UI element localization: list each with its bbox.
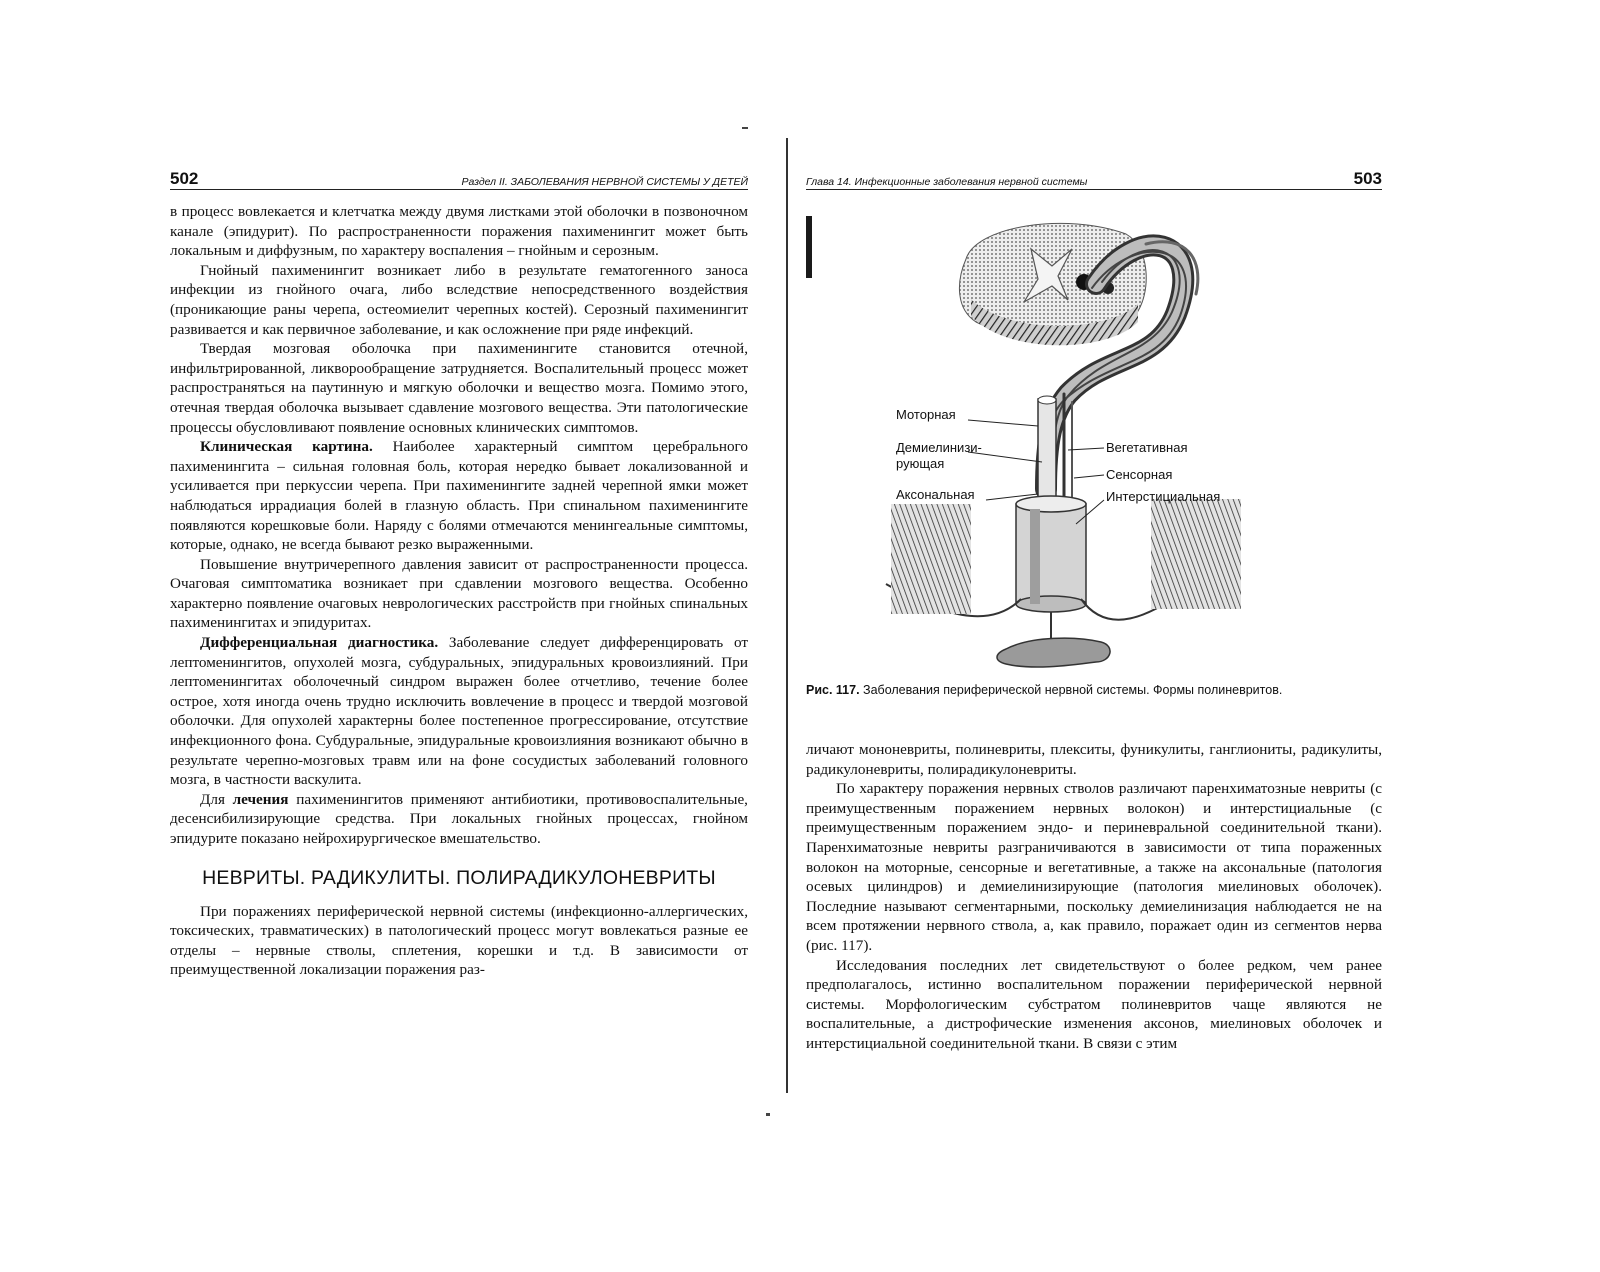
treatment-text: пахименингитов применяют антибиотики, противовоспалительные, десенсибилизирующие средства. При локальных гнойных процессах, гнойном эпидурите показано нейрохирургическое вмешательство.: [170, 790, 748, 847]
label-demyelinating-1: Демиелинизи-: [896, 440, 982, 455]
label-vegetative: Вегетативная: [1106, 440, 1188, 455]
nerve-illustration: [806, 204, 1382, 674]
muscle-right: [1151, 499, 1241, 609]
scan-bar: [806, 216, 812, 278]
paragraph-clinical: [170, 437, 748, 555]
run-in-heading-clinical: Клиническая картина.: [200, 438, 373, 456]
left-page-body: [170, 202, 748, 980]
figure-caption: [806, 682, 1382, 698]
caption-text: Заболевания периферической нервной системы. Формы полиневритов.: [859, 683, 1283, 697]
paragraph-treatment: [170, 790, 748, 849]
right-page-number: 503: [1353, 169, 1382, 188]
left-running-head: Раздел II. ЗАБОЛЕВАНИЯ НЕРВНОЙ СИСТЕМЫ У ДЕТЕЙ: [461, 176, 748, 188]
paragraph: Твердая мозговая оболочка при пахименингите становится отечной, инфильтрированной, ликворообращение затрудняется. Воспалительный процесс может распространяться на паутинную и мягкую оболочки и вещество мозга. Помимо этого, отечная твердая оболочка вызывает сдавление мозгового вещества. Эти патологические процессы обусловливают появление основных клинических симптомов.: [170, 340, 748, 436]
nerve-sheath: [1016, 496, 1086, 612]
label-interstitial: Интерстициальная: [1106, 489, 1221, 504]
label-axonal: Аксональная: [896, 487, 975, 502]
diagnosis-text: Заболевание следует дифференцировать от лептоменингитов, опухолей мозга, субдуральных, эпидуральных кровоизлияний. При лептоменингитах оболочечный синдром выражен более отчетливо, течение более острое, хотя иногда очень трудно исключить вовлечение в процесс и твердой мозговой оболочки. Для опухолей характерны более постепенное прогрессирование, отсутствие инфекционного фона. Субдуральные, эпидуральные кровоизлияния возникают обычно в результате черепно-мозговых травм или на фоне сосудистых заболеваний головного мозга, в частности васкулита.: [170, 634, 748, 789]
caption-label: Рис. 117.: [806, 683, 860, 697]
book-spine-line: [786, 138, 788, 1093]
right-page-body: [806, 740, 1382, 1054]
right-page-header: [806, 165, 1382, 190]
right-page: [806, 165, 1382, 1054]
figure-117: [806, 204, 1382, 674]
label-demyelinating-2: рующая: [896, 456, 945, 471]
paragraph: личают мононевриты, полиневриты, плекситы, фуникулиты, ганглиониты, радикулиты, радикулоневриты, полирадикулоневриты.: [806, 741, 1382, 778]
treatment-bold: лечения: [232, 790, 289, 808]
left-page-number: 502: [170, 169, 199, 188]
label-sensory: Сенсорная: [1106, 467, 1173, 482]
end-organ: [997, 638, 1110, 667]
paragraph: По характеру поражения нервных стволов различают паренхиматозные невриты (с преимущественным поражением нервных волокон) и интерстициальные (с преимущественным поражением эндо- и периневральной соединительной ткани). Паренхиматозные невриты разграничиваются в зависимости от типа пораженных волокон на моторные, сенсорные и вегетативные, а также на аксональные (патология осевых цилиндров) и демиелинизирующие (патология миелиновых оболочек). Последние называют сегментарными, поскольку демиелинизация наблюдается не на всем протяжении нервного ствола, а, как правило, поражает один из сегментов нерва (рис. 117).: [806, 780, 1382, 954]
label-motor: Моторная: [896, 407, 956, 422]
paragraph: Гнойный пахименингит возникает либо в результате гематогенного заноса инфекции из гнойного очага, либо вследствие непосредственного воздействия (проникающие раны черепа, остеомиелит черепных костей). Серозный пахименингит развивается и как первичное заболевание, и как осложнение при ряде инфекций.: [170, 261, 748, 338]
paragraph-diagnosis: [170, 633, 748, 790]
scan-mark: [742, 127, 748, 129]
left-page: [170, 165, 748, 980]
muscle-left: [891, 504, 971, 614]
right-running-head: Глава 14. Инфекционные заболевания нервной системы: [806, 176, 1088, 188]
scan-mark: [766, 1113, 770, 1116]
paragraph: в процесс вовлекается и клетчатка между двумя листками этой оболочки в позвоночном канале (эпидурит). По распространенности поражения пахименингит может быть локальным и диффузным, по характеру воспаления – гнойным и серозным.: [170, 203, 748, 260]
paragraph: Исследования последних лет свидетельствуют о более редком, чем ранее предполагалось, истинно воспалительном поражении периферической нервной системы. Морфологическим субстратом полиневритов чаще являются не воспалительные, а дистрофические изменения аксонов, миелиновых оболочек и интерстициальной соединительной ткани. В связи с этим: [806, 956, 1382, 1052]
treatment-pre: Для: [200, 790, 233, 808]
paragraph: Повышение внутричерепного давления зависит от распространенности процесса. Очаговая симптоматика возникает при сдавлении мозгового вещества. Особенно характерно появление очаговых неврологических расстройств при гнойных спинальных пахименингитах и эпидуритах.: [170, 555, 748, 632]
section-title: НЕВРИТЫ. РАДИКУЛИТЫ. ПОЛИРАДИКУЛОНЕВРИТЫ: [202, 866, 716, 889]
run-in-heading-diagnosis: Дифференциальная диагностика.: [200, 634, 439, 652]
spinal-cord-section: [959, 223, 1146, 345]
clinical-text: Наиболее характерный симптом церебрального пахименингита – сильная головная боль, которая нередко бывает локализованной и усиливается при перкуссии черепа. При пахименингите задней черепной ямки может наблюдаться иррадиация болей в глазную область. При спинальном пахименингите появляются корешковые боли. Наряду с болями отмечаются менингеальные симптомы, которые, однако, не всегда бывают резко выраженными.: [170, 438, 748, 554]
paragraph: При поражениях периферической нервной системы (инфекционно-аллергических, токсических, травматических) в патологический процесс могут вовлекаться разные ее отделы – нервные стволы, сплетения, корешки и т.д. В зависимости от преимущественной локализации поражения раз-: [170, 902, 748, 979]
left-page-header: [170, 165, 748, 190]
